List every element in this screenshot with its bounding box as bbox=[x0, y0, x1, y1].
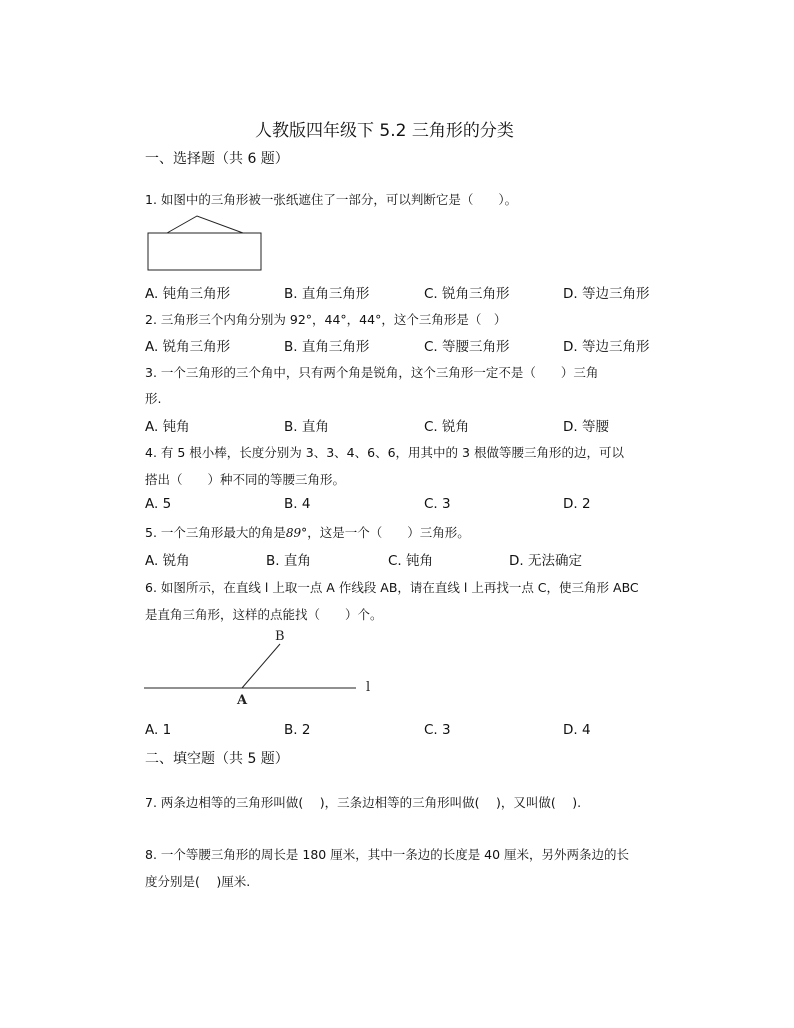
q3-option-b[interactable]: B. 直角 bbox=[284, 419, 329, 435]
q3-option-c[interactable]: C. 锐角 bbox=[424, 419, 470, 435]
q2-option-d[interactable]: D. 等边三角形 bbox=[563, 339, 650, 355]
question-8-line-2: 度分别是( )厘米. bbox=[145, 874, 251, 889]
q3-option-d[interactable]: D. 等腰 bbox=[563, 419, 609, 435]
q5-option-d[interactable]: D. 无法确定 bbox=[509, 553, 582, 569]
q2-option-c[interactable]: C. 等腰三角形 bbox=[424, 339, 510, 355]
triangle-top-lines bbox=[167, 216, 243, 233]
question-5-pre: 5. 一个三角形最大的角是 bbox=[145, 525, 286, 540]
q5-option-a[interactable]: A. 锐角 bbox=[145, 553, 190, 569]
q6-option-b[interactable]: B. 2 bbox=[284, 722, 311, 738]
segment-ab bbox=[242, 644, 280, 688]
q5-option-b[interactable]: B. 直角 bbox=[266, 553, 311, 569]
page-title: 人教版四年级下 5.2 三角形的分类 bbox=[255, 121, 514, 141]
question-3-line-1: 3. 一个三角形的三个角中，只有两个角是锐角，这个三角形一定不是（ ）三角 bbox=[145, 365, 599, 380]
label-b: B bbox=[275, 629, 285, 644]
section-heading-choice: 一、选择题（共 6 题） bbox=[145, 151, 289, 167]
question-5-post: ，这是一个（ ）三角形。 bbox=[307, 525, 470, 540]
q4-option-a[interactable]: A. 5 bbox=[145, 496, 172, 512]
question-2-text: 2. 三角形三个内角分别为 92°，44°，44°，这个三角形是（ ） bbox=[145, 312, 507, 327]
question-4-line-1: 4. 有 5 根小棒，长度分别为 3、3、4、6、6，用其中的 3 根做等腰三角形的边，可以 bbox=[145, 445, 624, 460]
question-1-figure bbox=[145, 212, 265, 274]
section-heading-fill: 二、填空题（共 5 题） bbox=[145, 751, 289, 767]
q4-option-d[interactable]: D. 2 bbox=[563, 496, 591, 512]
question-8-line-1: 8. 一个等腰三角形的周长是 180 厘米，其中一条边的长度是 40 厘米，另外两条边的长 bbox=[145, 847, 630, 862]
q1-option-a[interactable]: A. 钝角三角形 bbox=[145, 286, 231, 302]
question-5-angle: 89° bbox=[285, 526, 308, 540]
question-1-text: 1. 如图中的三角形被一张纸遮住了一部分，可以判断它是（ ）。 bbox=[145, 192, 518, 207]
q6-option-a[interactable]: A. 1 bbox=[145, 722, 172, 738]
label-l: l bbox=[366, 680, 371, 695]
q4-option-b[interactable]: B. 4 bbox=[284, 496, 311, 512]
question-6-line-2: 是直角三角形，这样的点能找（ ）个。 bbox=[145, 607, 383, 622]
question-4-line-2: 搭出（ ）种不同的等腰三角形。 bbox=[145, 472, 346, 487]
q3-option-a[interactable]: A. 钝角 bbox=[145, 419, 190, 435]
question-3-line-2: 形. bbox=[145, 391, 162, 406]
question-6-line-1: 6. 如图所示，在直线 l 上取一点 A 作线段 AB，请在直线 l 上再找一点 C，使三角形 ABC bbox=[145, 580, 639, 595]
label-a: A bbox=[237, 693, 248, 708]
covering-paper-rect bbox=[148, 233, 261, 270]
question-7-text: 7. 两条边相等的三角形叫做( )，三条边相等的三角形叫做( )，又叫做( ). bbox=[145, 795, 582, 810]
q4-option-c[interactable]: C. 3 bbox=[424, 496, 451, 512]
q5-option-c[interactable]: C. 钝角 bbox=[388, 553, 434, 569]
q1-option-b[interactable]: B. 直角三角形 bbox=[284, 286, 370, 302]
q1-option-d[interactable]: D. 等边三角形 bbox=[563, 286, 650, 302]
q6-option-d[interactable]: D. 4 bbox=[563, 722, 591, 738]
q2-option-b[interactable]: B. 直角三角形 bbox=[284, 339, 370, 355]
question-5-text bbox=[145, 524, 470, 542]
question-6-figure bbox=[140, 626, 380, 712]
q2-option-a[interactable]: A. 锐角三角形 bbox=[145, 339, 231, 355]
q6-option-c[interactable]: C. 3 bbox=[424, 722, 451, 738]
q1-option-c[interactable]: C. 锐角三角形 bbox=[424, 286, 510, 302]
